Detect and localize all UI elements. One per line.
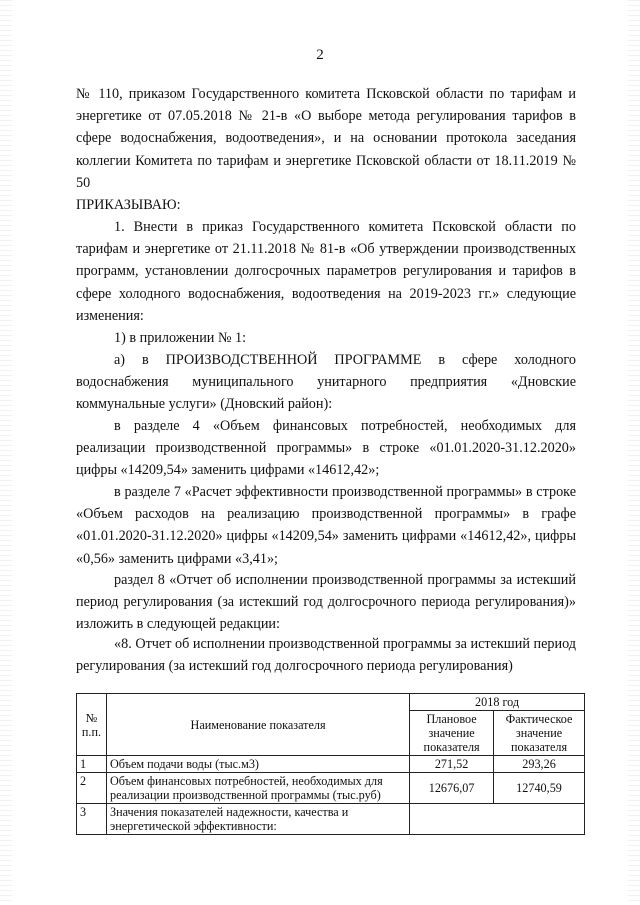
paragraph-program: а) в ПРОИЗВОДСТВЕННОЙ ПРОГРАММЕ в сфере холодного водоснабжения муниципального унитарного предприятия «Дновские коммунальные услуги» (Дновский район): bbox=[76, 352, 576, 413]
report-table bbox=[76, 693, 585, 835]
row-number: 2 bbox=[77, 773, 107, 804]
row-plan-value: 271,52 bbox=[410, 756, 494, 773]
table-row bbox=[77, 804, 585, 835]
row-plan-value: 12676,07 bbox=[410, 773, 494, 804]
paragraph-appendix: 1) в приложении № 1: bbox=[114, 330, 247, 346]
report-heading: «8. Отчет об исполнении производственной программы за истекший период регулирования (за истекший год долгосрочного периода регулирования) bbox=[76, 636, 576, 675]
paragraph-item-1: 1. Внести в приказ Государственного комитета Псковской области по тарифам и энергетике от 21.11.2018 № 81-в «Об утверждении производственных программ, установлении долгосрочных параметров регулирования и тарифов в сфере холодного водоснабжения, водоотведения на 2019-2023 гг.» следующие изменения: bbox=[76, 219, 576, 324]
paragraph-section-7: в разделе 7 «Расчет эффективности производственной программы» в строке «Объем расходов на реализацию производственной программы» в графе «01.01.2020-31.12.2020» цифры «14209,54» заменить цифрами «14612,42», цифры «0,56» заменить цифрами «3,41»; bbox=[76, 484, 576, 567]
table-row bbox=[77, 756, 585, 773]
header-number: № п.п. bbox=[77, 694, 107, 756]
row-values bbox=[410, 804, 585, 835]
order-heading: ПРИКАЗЫВАЮ: bbox=[76, 197, 181, 213]
header-plan-value: Плановое значение показателя bbox=[410, 711, 494, 756]
row-number: 3 bbox=[77, 804, 107, 835]
table-row bbox=[77, 773, 585, 804]
paragraph-section-4: в разделе 4 «Объем финансовых потребностей, необходимых для реализации производственной программы» в строке «01.01.2020-31.12.2020» цифры «14209,54» заменить цифрами «14612,42»; bbox=[76, 418, 576, 479]
row-fact-value: 293,26 bbox=[494, 756, 585, 773]
header-indicator-name: Наименование показателя bbox=[106, 694, 409, 756]
row-number: 1 bbox=[77, 756, 107, 773]
row-indicator-name: Значения показателей надежности, качества и энергетической эффективности: bbox=[106, 804, 409, 835]
header-year: 2018 год bbox=[410, 694, 585, 711]
paragraph-section-8: раздел 8 «Отчет об исполнении производственной программы за истекший период регулирования (за истекший год долгосрочного периода регулирования)» изложить в следующей редакции: bbox=[76, 572, 576, 633]
row-fact-value: 12740,59 bbox=[494, 773, 585, 804]
row-indicator-name: Объем финансовых потребностей, необходимых для реализации производственной программы (тыс.руб) bbox=[106, 773, 409, 804]
header-fact-value: Фактическое значение показателя bbox=[494, 711, 585, 756]
scan-edge-left bbox=[0, 0, 12, 905]
intro-paragraph: № 110, приказом Государственного комитета Псковской области по тарифам и энергетике от 07.05.2018 № 21-в «О выборе метода регулирования тарифов в сфере водоснабжения, водоотведения», и на основании протокола заседания коллегии Комитета по тарифам и энергетике Псковской области от 18.11.2019 № 50 bbox=[76, 86, 576, 191]
scan-edge-right bbox=[628, 0, 640, 905]
page-number: 2 bbox=[316, 47, 324, 63]
row-indicator-name: Объем подачи воды (тыс.м3) bbox=[106, 756, 409, 773]
